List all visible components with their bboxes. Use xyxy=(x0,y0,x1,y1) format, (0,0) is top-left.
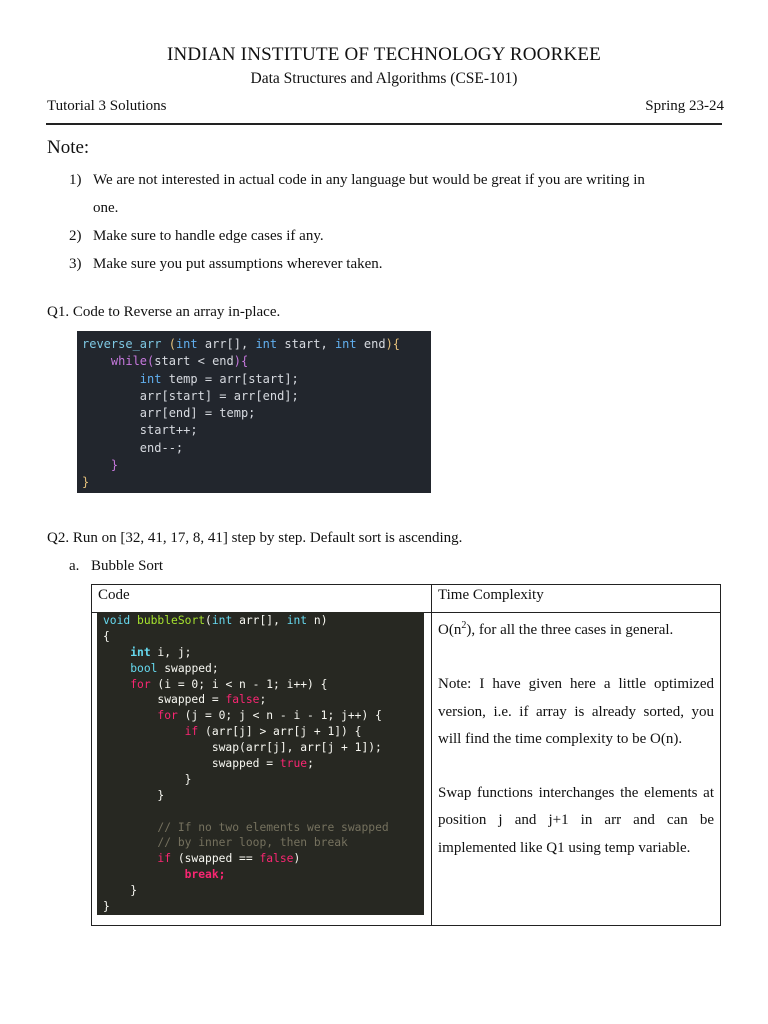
code-line-5: for (i = 0; i < n - 1; i++) { xyxy=(130,677,328,691)
part-a-label: Bubble Sort xyxy=(91,558,164,574)
note-heading: Note: xyxy=(47,137,90,158)
code-line-1: reverse_arr (int arr[], int start, int end){ xyxy=(82,337,401,351)
code-token: int xyxy=(255,337,278,351)
note-item-1 xyxy=(69,166,719,222)
code-line-17: } xyxy=(130,884,138,898)
code-line-1: void bubbleSort(int arr[], int n) xyxy=(103,614,328,627)
code-line-6: swapped = false; xyxy=(157,693,267,707)
part-a-number: a. xyxy=(69,558,80,574)
note-item-text: Make sure you put assumptions wherever taken. xyxy=(93,256,383,272)
code-line-3: int temp = arr[start]; xyxy=(139,371,299,386)
code-line-14: // by inner loop, then break xyxy=(157,836,348,850)
complexity-cell xyxy=(432,613,721,926)
code-line-13: // If no two elements were swapped xyxy=(157,820,389,834)
note-item-text: Make sure to handle edge cases if any. xyxy=(93,228,324,244)
code-line-blank xyxy=(103,804,424,820)
course-title: Data Structures and Algorithms (CSE-101) xyxy=(250,70,518,87)
note-item-1-line1: We are not interested in actual code in any language but would be great if you are writing in xyxy=(93,172,645,188)
code-line-7: end--; xyxy=(82,440,184,455)
code-line-4: arr[start] = arr[end]; xyxy=(82,388,299,403)
header-divider xyxy=(46,123,722,125)
note-item-number: 3) xyxy=(69,256,82,272)
note-item-text xyxy=(93,166,719,222)
q1-code-block xyxy=(77,331,431,493)
header-time-complexity: Time Complexity xyxy=(432,585,721,613)
code-token: start xyxy=(284,337,321,351)
code-line-3: int i, j; xyxy=(130,645,192,659)
q2-title: Q2. Run on [32, 41, 17, 8, 41] step by step. Default sort is ascending. xyxy=(47,530,463,546)
institute-title: INDIAN INSTITUTE OF TECHNOLOGY ROORKEE xyxy=(166,44,601,65)
code-token: arr[start]; xyxy=(219,371,299,386)
tutorial-label: Tutorial 3 Solutions xyxy=(47,98,167,114)
code-token: while xyxy=(110,354,148,369)
code-line-7: for (j = 0; j < n - i - 1; j++) { xyxy=(157,709,382,723)
code-token: arr[] xyxy=(204,337,241,351)
note-item-1-line2: one. xyxy=(93,200,119,216)
term-label: Spring 23-24 xyxy=(645,98,724,114)
code-line-11: } xyxy=(184,772,192,786)
bubble-sort-code-block xyxy=(97,612,424,915)
code-token: end xyxy=(363,337,386,351)
note-item-3 xyxy=(69,250,719,278)
q1-title: Q1. Code to Reverse an array in-place. xyxy=(47,304,281,320)
code-line-8: } xyxy=(82,458,119,473)
code-line-2: while(start < end){ xyxy=(110,354,249,369)
code-line-5: arr[end] = temp; xyxy=(82,406,256,421)
table-header-row xyxy=(92,585,721,613)
code-token: int xyxy=(139,371,162,386)
code-line-9: swap(arr[j], arr[j + 1]); xyxy=(211,741,382,755)
header-code: Code xyxy=(92,585,432,613)
note-item-2 xyxy=(69,222,719,250)
q2-part-a xyxy=(69,558,163,575)
code-line-6: start++; xyxy=(82,423,198,438)
complexity-swap-note: Swap functions interchanges the elements at position j and j+1 in arr and can be implemented like Q1 using temp variable. xyxy=(438,785,714,856)
complexity-note: Note: I have given here a little optimized version, i.e. if array is already sorted, you will find the time complexity to be O(n). xyxy=(438,676,714,747)
note-list xyxy=(69,166,719,278)
code-line-2: { xyxy=(103,629,110,643)
code-line-16: break; xyxy=(184,868,226,882)
code-line-18: } xyxy=(103,900,110,914)
code-line-4: bool swapped; xyxy=(130,661,219,675)
complexity-summary: $O(n^2)$, for all the three cases in general. xyxy=(438,620,674,638)
code-line-12: } xyxy=(157,788,165,802)
code-line-9: } xyxy=(82,475,90,490)
note-item-number: 1) xyxy=(69,172,82,188)
code-token: int xyxy=(334,337,357,351)
note-item-number: 2) xyxy=(69,228,82,244)
code-line-10: swapped = true; xyxy=(211,757,314,771)
code-line-15: if (swapped == false) xyxy=(157,852,301,866)
code-token: reverse_arr xyxy=(82,337,162,351)
code-token: start < end xyxy=(154,354,234,369)
code-token: temp xyxy=(168,371,198,386)
code-token: int xyxy=(175,337,198,351)
code-line-8: if (arr[j] > arr[j + 1]) { xyxy=(184,725,362,739)
